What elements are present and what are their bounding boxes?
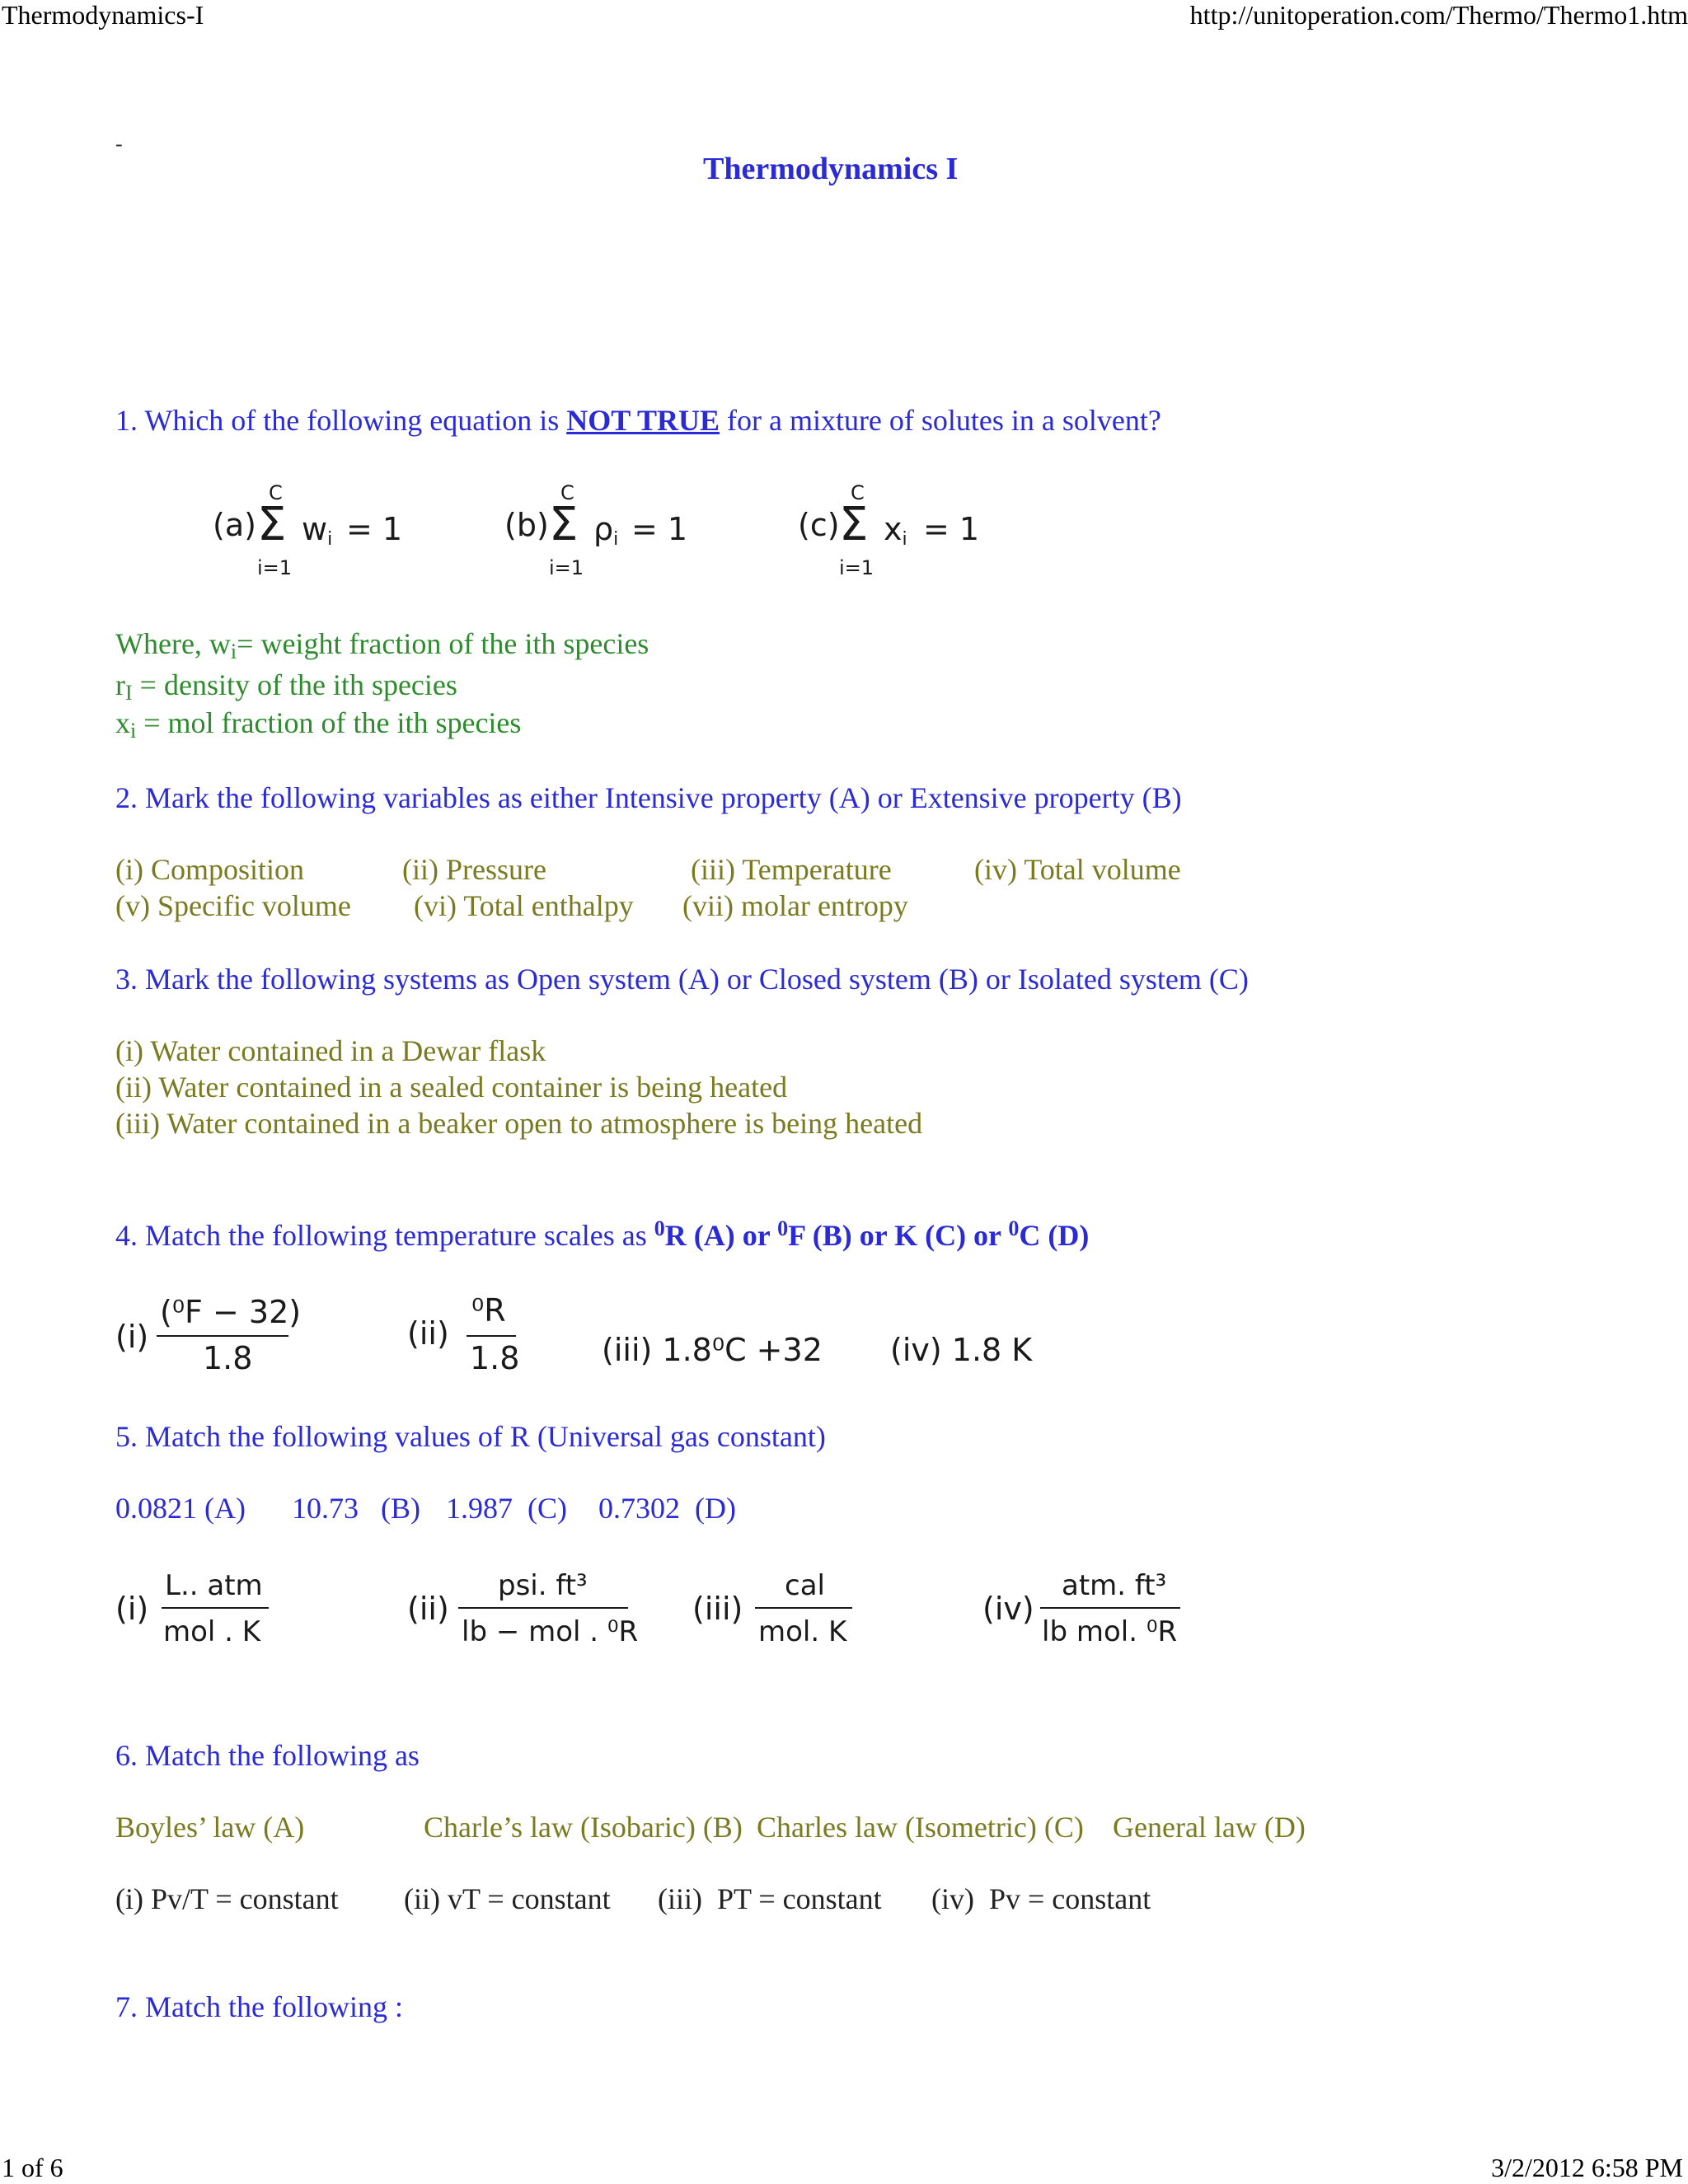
q4-ii-numerator: ⁰R [471,1292,506,1329]
sigma-icon: Σ [549,498,579,551]
q1-where-line-2: $r_I$ = density of the ith species [115,668,457,705]
question-5: 5. Match the following values of R (Universal gas constant) [115,1420,826,1453]
sigma-icon: Σ [257,498,287,551]
q2-item-2: (ii) Pressure [402,853,546,886]
q1-where-line-3: $x_i$ = mol fraction of the ith species [115,706,522,743]
fraction-bar [467,1335,516,1337]
q5-value-d: 0.7302 (D) [598,1492,736,1525]
q3-item-3: (iii) Water contained in a beaker open to atmosphere is being heated [115,1107,923,1140]
fraction-bar [1040,1607,1180,1609]
q5-unit-i-denominator: mol . K [163,1615,261,1648]
q1-eq-b-term: $\rho_i$ [593,511,619,550]
q5-unit-ii-denominator: lb − mol . ⁰R [462,1615,639,1648]
q4-ii-label: (ii) [407,1315,449,1352]
top-dash: - [115,132,123,156]
q1-where-line-1: Where, $w_i=$ weight fraction of the ith species [115,627,649,663]
page-footer-pagination: 1 of 6 [2,2153,63,2182]
q6-law-b: Charle’s law (Isobaric) (B) [424,1811,743,1844]
q1-eq-a-term: $w_i$ [302,511,333,550]
question-3: 3. Mark the following systems as Open system (A) or Closed system (B) or Isolated system (C) [115,963,1249,996]
q6-law-c: Charles law (Isometric) (C) [757,1811,1084,1844]
question-7: 7. Match the following : [115,1990,403,2023]
q2-item-5: (v) Specific volume [115,889,351,922]
sigma-icon: Σ [839,498,869,551]
page-title: Thermodynamics I [703,152,959,186]
q1-eq-c-term: $x_i$ [884,511,907,550]
q2-item-7: (vii) molar entropy [682,889,908,922]
q1-eq-c-upper: C [851,481,865,504]
q4-i-denominator: 1.8 [203,1340,253,1376]
q4-ii-denominator: 1.8 [470,1340,520,1376]
q4-i-numerator: (⁰F − 32) [160,1294,302,1330]
page-footer-timestamp: 3/2/2012 6:58 PM [1491,2153,1683,2182]
fraction-bar [458,1607,628,1609]
q4-formula-iii: (iii) 1.8⁰C +32 [602,1332,823,1368]
question-4: 4. Match the following temperature scales as $^0$R (A) or $^0$F (B) or K (C) or $^0$C (D) [115,1216,1090,1252]
q2-item-6: (vi) Total enthalpy [414,889,634,922]
q2-item-3: (iii) Temperature [691,853,892,886]
page-header-url[interactable]: http://unitoperation.com/Thermo/Thermo1.htm [1189,0,1688,30]
q1-eq-b-upper: C [560,481,574,504]
question-2: 2. Mark the following variables as either Intensive property (A) or Extensive property (B) [115,781,1182,814]
q1-eq-a-label: (a) [213,507,256,543]
q1-eq-a-upper: C [269,481,283,504]
q6-eq-3: (iii) PT = constant [658,1882,882,1915]
q3-item-1: (i) Water contained in a Dewar flask [115,1034,546,1067]
q5-unit-ii-label: (ii) [407,1591,449,1627]
q5-unit-iv-numerator: atm. ft³ [1062,1569,1167,1602]
q1-text-suffix: for a mixture of solutes in a solvent? [719,404,1161,437]
page-header-title: Thermodynamics-I [2,0,204,30]
q5-value-a: 0.0821 (A) [115,1492,246,1525]
q6-eq-1: (i) Pv/T = constant [115,1882,339,1915]
q1-eq-b-lower: i=1 [549,556,584,579]
q5-unit-i-numerator: L.. atm [165,1569,263,1602]
q1-eq-b-rhs: = 1 [631,511,688,547]
q4-i-label: (i) [115,1319,149,1355]
q1-eq-a-rhs: = 1 [346,511,403,547]
fraction-bar [755,1607,852,1609]
q5-unit-iv-label: (iv) [982,1591,1034,1627]
fraction-bar [157,1335,288,1337]
q1-eq-c-rhs: = 1 [923,511,980,547]
q6-eq-2: (ii) vT = constant [404,1882,611,1915]
q2-item-4: (iv) Total volume [974,853,1181,886]
q5-unit-iii-denominator: mol. K [758,1615,847,1648]
q5-unit-iv-denominator: lb mol. ⁰R [1042,1615,1178,1648]
q1-emphasis: NOT TRUE [566,404,720,437]
q5-unit-i-label: (i) [115,1591,149,1627]
fraction-bar [162,1607,269,1609]
q1-eq-a-lower: i=1 [257,556,293,579]
q1-text-prefix: 1. Which of the following equation is [115,404,567,437]
q5-unit-ii-numerator: psi. ft³ [498,1569,588,1602]
q1-eq-c-label: (c) [798,507,840,543]
q3-item-2: (ii) Water contained in a sealed container is being heated [115,1071,788,1104]
q5-unit-iii-numerator: cal [785,1569,825,1602]
q6-law-d: General law (D) [1113,1811,1306,1844]
q5-value-c: 1.987 (C) [446,1492,567,1525]
q1-eq-c-lower: i=1 [839,556,874,579]
q6-law-a: Boyles’ law (A) [115,1811,305,1844]
question-6: 6. Match the following as [115,1739,420,1772]
q5-value-b: 10.73 (B) [292,1492,420,1525]
q5-unit-iii-label: (iii) [692,1591,743,1627]
q6-eq-4: (iv) Pv = constant [931,1882,1151,1915]
q1-eq-b-label: (b) [504,507,549,543]
q2-item-1: (i) Composition [115,853,305,886]
question-1 [115,403,1161,438]
q4-formula-iv: (iv) 1.8 K [890,1332,1033,1368]
